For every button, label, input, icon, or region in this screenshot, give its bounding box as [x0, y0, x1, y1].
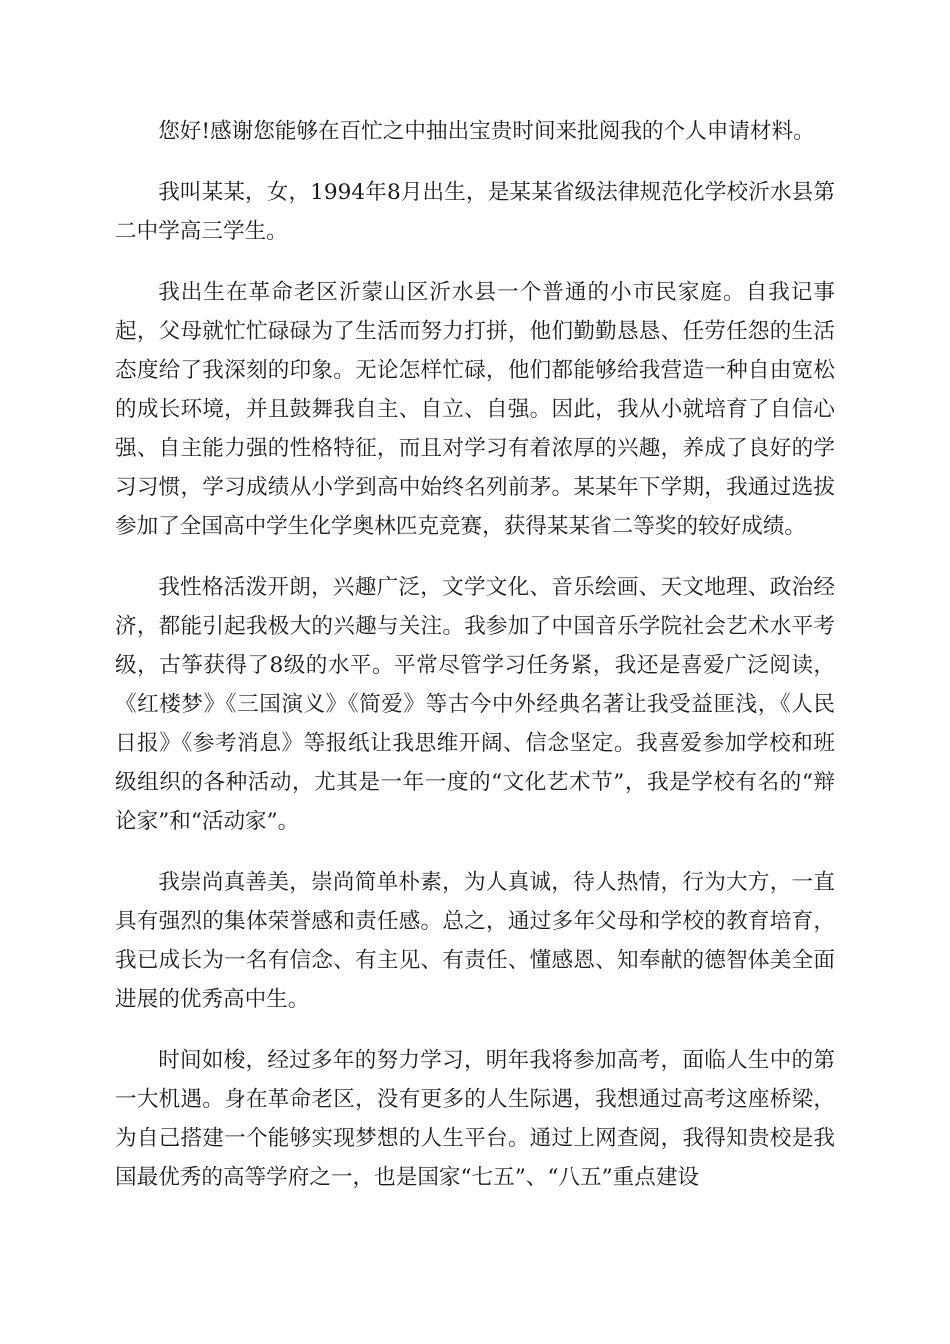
paragraph-interests: 我性格活泼开朗，兴趣广泛，文学文化、音乐绘画、天文地理、政治经济，都能引起我极大的兴趣与关注。我参加了中国音乐学院社会艺术水平考级，古筝获得了8级的水平。平常尽管学习任务紧，我还是喜爱广泛阅读，《红楼梦》《三国演义》《简爱》等古今中外经典名著让我受益匪浅，《人民日报》《参考消息》等报纸让我思维开阔、信念坚定。我喜爱参加学校和班级组织的各种活动，尤其是一年一度的“文化艺术节”，我是学校有名的“辩论家”和“活动家”。 [115, 575, 835, 834]
paragraph-character: 我崇尚真善美，崇尚简单朴素，为人真诚，待人热情，行为大方，一直具有强烈的集体荣誉感和责任感。总之，通过多年父母和学校的教育培育，我已成长为一名有信念、有主见、有责任、懂感恩、知奉献的德智体美全面进展的优秀高中生。 [115, 870, 835, 1012]
paragraph-greeting: 您好!感谢您能够在百忙之中抽出宝贵时间来批阅我的个人申请材料。 [158, 119, 815, 144]
paragraph-aspiration: 时间如梭，经过多年的努力学习，明年我将参加高考，面临人生中的第一大机遇。身在革命老区，没有更多的人生际遇，我想通过高考这座桥梁，为自己搭建一个能够实现梦想的人生平台。通过上网查阅，我得知贵校是我国最优秀的高等学府之一，也是国家“七五”、“八五”重点建设 [115, 1048, 835, 1190]
document-body [115, 112, 835, 1197]
paragraph-self-introduction: 我叫某某，女，1994年8月出生，是某某省级法律规范化学校沂水县第二中学高三学生。 [115, 180, 835, 244]
paragraph-family-background: 我出生在革命老区沂蒙山区沂水县一个普通的小市民家庭。自我记事起，父母就忙忙碌碌为了生活而努力打拼，他们勤勤恳恳、任劳任怨的生活态度给了我深刻的印象。无论怎样忙碌，他们都能够给我营造一种自由宽松的成长环境，并且鼓舞我自主、自立、自强。因此，我从小就培育了自信心强、自主能力强的性格特征，而且对学习有着浓厚的兴趣，养成了良好的学习习惯，学习成绩从小学到高中始终名列前茅。某某年下学期，我通过选拔参加了全国高中学生化学奥林匹克竞赛，获得某某省二等奖的较好成绩。 [115, 280, 835, 539]
